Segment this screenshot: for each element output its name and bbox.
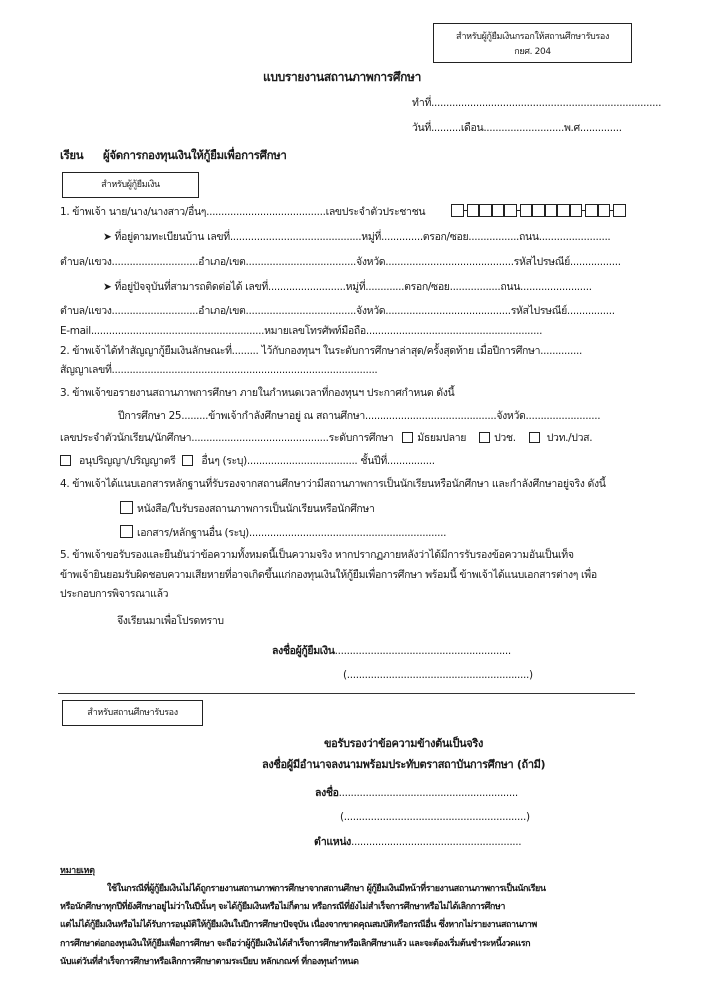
id-digit-box[interactable] bbox=[557, 204, 570, 217]
doc-label[interactable]: เอกสาร/หลักฐานอื่น (ระบุ).................................................................. bbox=[137, 527, 447, 539]
note-title: หมายเหตุ bbox=[60, 866, 95, 876]
item-4-heading: 4. ข้าพเจ้าได้แนบเอกสารหลักฐานที่รับรองจากสถานศึกษาว่ามีสถานภาพการเป็นนักเรียนหรือนักศึกษา และกำลังศึกษาอยู่จริง ดังนี้ bbox=[60, 478, 606, 490]
item-5-line-2: ข้าพเจ้ายินยอมรับผิดชอบความเสียหายที่อาจเกิดขึ้นแก่กองทุนเงินให้กู้ยืมเพื่อการศึกษา พร้อมนี้ ข้าพเจ้าได้แนบเอกสารต่างๆ เพื่อ bbox=[60, 569, 597, 581]
page-title: แบบรายงานสถานภาพการศึกษา bbox=[263, 70, 422, 84]
institution-section-label-text: สำหรับสถานศึกษารับรอง bbox=[87, 708, 178, 718]
checkbox[interactable] bbox=[402, 432, 413, 443]
item-3-heading: 3. ข้าพเจ้าขอรายงานสถานภาพการศึกษา ภายในกำหนดเวลาที่กองทุนฯ ประกาศกำหนด ดังนี้ bbox=[60, 387, 455, 399]
id-digit-box[interactable] bbox=[479, 204, 492, 217]
note-line: หรือนักศึกษาทุกปีที่ยังศึกษาอยู่ไม่ว่าในปีนั้นๆ จะได้กู้ยืมเงินหรือไม่ก็ตาม หรือกรณีที่ยังไม่สำเร็จการศึกษาหรือไม่ได้เลิกการศึกษา bbox=[60, 902, 506, 912]
borrower-name-print-field[interactable]: (.............................................................) bbox=[343, 669, 533, 681]
current-address-field[interactable]: ที่อยู่ปัจจุบันที่สามารถติดต่อได้ เลขที่..........................หมู่ที่.............ตรอก/ซอย.................ถนน........................ bbox=[114, 281, 592, 293]
id-digit-box[interactable] bbox=[504, 204, 517, 217]
authority-text: ลงชื่อผู้มีอำนาจลงนามพร้อมประทับตราสถาบันการศึกษา (ถ้ามี) bbox=[262, 758, 546, 771]
student-id-field[interactable]: เลขประจำตัวนักเรียน/นักศึกษา..............................................ระดับการศึกษา bbox=[60, 432, 394, 444]
checkbox[interactable] bbox=[120, 525, 133, 538]
institution-position-row[interactable] bbox=[314, 835, 521, 849]
section-divider bbox=[58, 693, 635, 694]
registered-address-row[interactable] bbox=[103, 230, 610, 244]
position-label: ตำแหน่ง bbox=[314, 836, 351, 848]
closing-text: จึงเรียนมาเพื่อโปรดทราบ bbox=[117, 615, 224, 627]
level-label: ปวช. bbox=[494, 432, 516, 444]
form-code-number: กยศ. 204 bbox=[514, 47, 551, 57]
to-recipient: ผู้จัดการกองทุนเงินให้กู้ยืมเพื่อการศึกษา bbox=[103, 148, 287, 162]
email-phone-field[interactable]: E-mail..........................................................หมายเลขโทรศัพท์มือถือ........................................................... bbox=[60, 325, 543, 337]
note-line: นับแต่วันที่สำเร็จการศึกษาหรือเลิกการศึกษาตามระเบียบ หลักเกณฑ์ ที่กองทุนกำหนด bbox=[60, 957, 359, 967]
id-digit-box[interactable] bbox=[520, 204, 533, 217]
id-digit-box[interactable] bbox=[598, 204, 611, 217]
level-row-2 bbox=[60, 454, 435, 468]
checkbox[interactable] bbox=[479, 432, 490, 443]
level-label[interactable]: อื่นๆ (ระบุ)..................................... bbox=[201, 455, 358, 467]
borrower-section-label-text: สำหรับผู้กู้ยืมเงิน bbox=[101, 180, 160, 190]
form-code-box bbox=[433, 23, 632, 63]
borrower-signature-row[interactable] bbox=[272, 644, 511, 658]
checkbox[interactable] bbox=[182, 455, 193, 466]
id-digit-box[interactable] bbox=[451, 204, 464, 217]
current-address-field-2[interactable]: ตำบล/แขวง.............................อำเภอ/เขต.....................................จังหวัด..........................................รหัสไปรษณีย์................ bbox=[60, 305, 615, 317]
institution-signature-row[interactable] bbox=[315, 786, 518, 800]
note-line: การศึกษาต่อกองทุนเงินให้กู้ยืมเพื่อการศึกษา จะถือว่าผู้กู้ยืมเงินได้สำเร็จการศึกษาหรือเลิกศึกษาแล้ว และจะต้องเริ่มต้นชำระหนี้งวดแรก bbox=[60, 939, 531, 949]
borrower-signature-field[interactable]: ........................................................... bbox=[334, 645, 511, 657]
doc-option-other[interactable] bbox=[120, 525, 446, 540]
institution-name-print-field[interactable]: (.............................................................) bbox=[340, 811, 530, 823]
certify-text: ขอรับรองว่าข้อความข้างต้นเป็นจริง bbox=[324, 737, 483, 750]
id-digit-box[interactable] bbox=[613, 204, 626, 217]
checkbox[interactable] bbox=[60, 455, 71, 466]
position-field[interactable]: ......................................................... bbox=[350, 836, 522, 848]
level-option-other[interactable] bbox=[182, 455, 357, 467]
level-option-high-vocational[interactable] bbox=[529, 432, 593, 444]
institution-section-label bbox=[62, 700, 203, 726]
id-digit-box[interactable] bbox=[545, 204, 558, 217]
year-level-field[interactable]: ชั้นปีที่................ bbox=[360, 455, 435, 467]
level-label: อนุปริญญา/ปริญญาตรี bbox=[79, 455, 176, 467]
borrower-section-label bbox=[62, 172, 199, 198]
doc-option-certificate[interactable] bbox=[120, 501, 375, 516]
registered-address-field[interactable]: ที่อยู่ตามทะเบียนบ้าน เลขที่............................................หมู่ที่..............ตรอก/ซอย.................ถนน........................ bbox=[114, 231, 611, 243]
institution-signature-label: ลงชื่อ bbox=[315, 787, 339, 799]
id-digit-box[interactable] bbox=[492, 204, 505, 217]
current-address-row[interactable] bbox=[103, 280, 592, 294]
date-field[interactable]: วันที่..........เดือน...........................พ.ศ.............. bbox=[412, 122, 622, 134]
level-label: ปวท./ปวส. bbox=[546, 432, 593, 444]
checkbox[interactable] bbox=[529, 432, 540, 443]
id-digit-box[interactable] bbox=[570, 204, 583, 217]
checkbox[interactable] bbox=[120, 501, 133, 514]
note-line: ใช้ในกรณีที่ผู้กู้ยืมเงินไม่ได้ถูกรายงานสถานภาพการศึกษาจากสถานศึกษา ผู้กู้ยืมเงินมีหน้าที่รายงานสถานภาพการเป็นนักเรียน bbox=[107, 884, 546, 894]
to-label: เรียน bbox=[60, 148, 84, 162]
level-option-highschool[interactable] bbox=[402, 432, 466, 444]
borrower-signature-label: ลงชื่อผู้กู้ยืมเงิน bbox=[272, 645, 335, 657]
item-5-line-3: ประกอบการพิจารณาแล้ว bbox=[60, 588, 169, 600]
item-3-academic-year[interactable]: ปีการศึกษา 25.........ข้าพเจ้ากำลังศึกษาอยู่ ณ สถานศึกษา............................................จังหวัด......................... bbox=[118, 410, 601, 422]
place-field[interactable]: ทำที่............................................................................. bbox=[412, 97, 662, 109]
arrow-bullet-icon: ➤ bbox=[103, 231, 112, 243]
registered-address-field-2[interactable]: ตำบล/แขวง.............................อำเภอ/เขต.....................................จังหวัด...........................................รหัสไปรษณีย์................. bbox=[60, 256, 621, 268]
note-line: แต่ไม่ได้กู้ยืมเงินหรือไม่ได้รับการอนุมัติให้กู้ยืมเงินในปีการศึกษาปัจจุบัน เนื่องจากขาดคุณสมบัติหรือกรณีอื่น ซึ่งหากไม่รายงานสถานภาพ bbox=[60, 920, 537, 930]
id-digit-box[interactable] bbox=[585, 204, 598, 217]
level-option-vocational-cert[interactable] bbox=[479, 432, 516, 444]
citizen-id-boxes[interactable] bbox=[451, 204, 626, 217]
item-2-contract-type[interactable]: 2. ข้าพเจ้าได้ทำสัญญากู้ยืมเงินลักษณะที่......... ไว้กับกองทุนฯ ในระดับการศึกษาล่าสุด/ครั้งสุดท้าย เมื่อปีการศึกษา.............. bbox=[60, 345, 582, 357]
institution-signature-field[interactable]: ............................................................ bbox=[338, 787, 518, 799]
borrower-name-field[interactable]: 1. ข้าพเจ้า นาย/นาง/นางสาว/อื่นๆ........................................เลขประจำตัวประชาชน bbox=[60, 206, 426, 218]
arrow-bullet-icon: ➤ bbox=[103, 281, 112, 293]
id-digit-box[interactable] bbox=[467, 204, 480, 217]
item-2-contract-number[interactable]: สัญญาเลขที่......................................................................................... bbox=[60, 364, 378, 376]
id-digit-box[interactable] bbox=[532, 204, 545, 217]
student-id-row bbox=[60, 431, 592, 445]
doc-label: หนังสือ/ใบรับรองสถานภาพการเป็นนักเรียนหรือนักศึกษา bbox=[137, 503, 375, 515]
form-code-caption: สำหรับผู้กู้ยืมเงินกรอกให้สถานศึกษารับรอง bbox=[455, 32, 610, 42]
level-label: มัธยมปลาย bbox=[417, 432, 467, 444]
item-5-line-1: 5. ข้าพเจ้าขอรับรองและยืนยันว่าข้อความทั้งหมดนี้เป็นความจริง หากปรากฏภายหลังว่าได้มีการรับรองข้อความอันเป็นเท็จ bbox=[60, 549, 574, 561]
level-option-bachelor[interactable] bbox=[60, 455, 175, 467]
